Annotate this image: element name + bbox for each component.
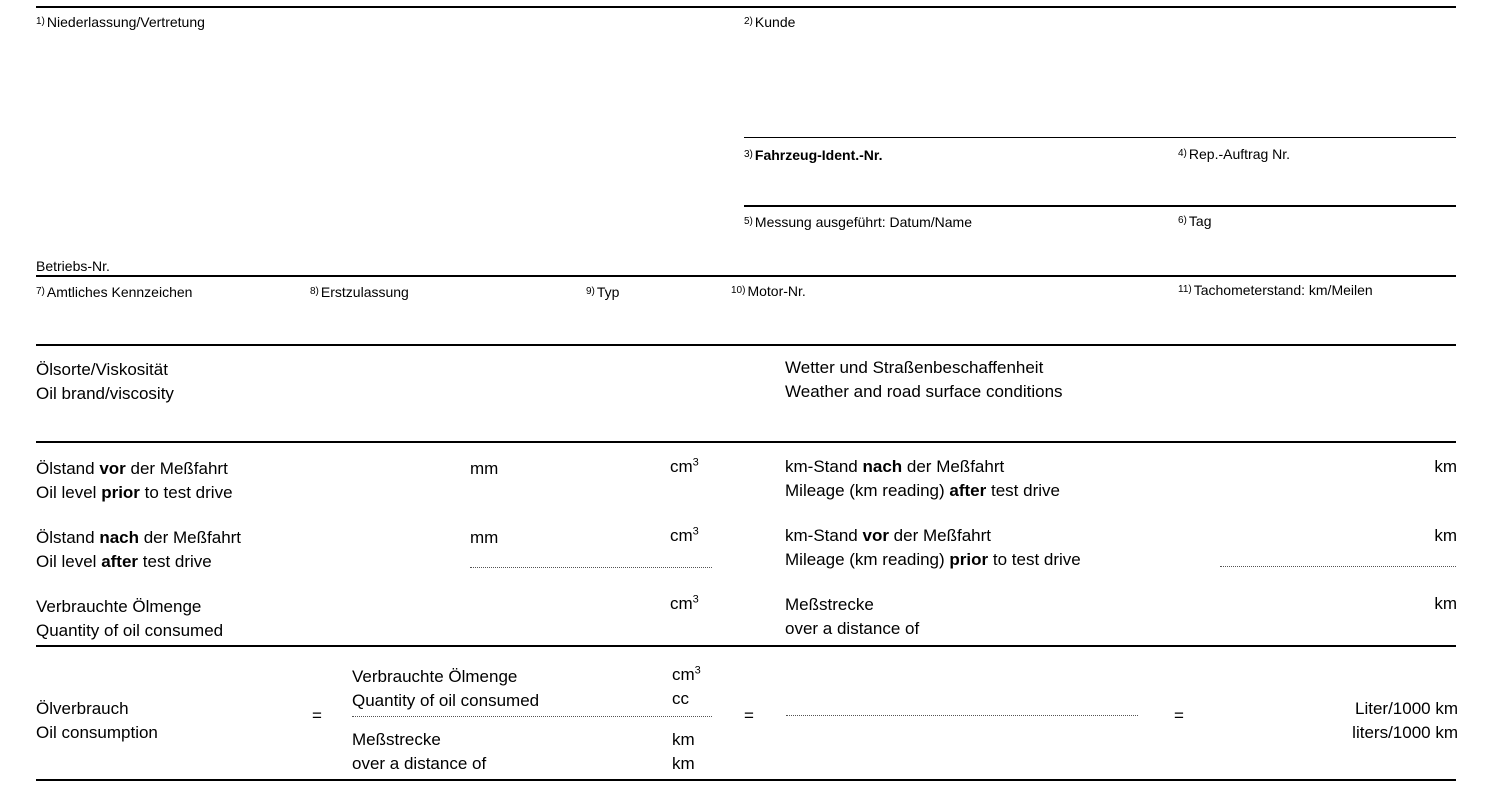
kunde-label: Kunde (754, 14, 796, 30)
niederlassung-field[interactable] (36, 14, 205, 30)
oil-consumption-label: Ölverbrauch Oil consumption (36, 699, 158, 742)
wetter-de: Wetter und Straßenbeschaffenheit (785, 358, 1044, 377)
km-unit: km (1434, 594, 1457, 613)
typ-field[interactable] (586, 284, 619, 300)
tacho-field[interactable] (1178, 282, 1373, 298)
rule (36, 645, 1456, 647)
distance-label: Meßstrecke over a distance of (785, 595, 920, 638)
equals-sign: = (744, 706, 754, 725)
motor-field[interactable] (731, 283, 806, 299)
messung-field[interactable] (744, 214, 972, 230)
rule (744, 205, 1456, 207)
tacho-label: Tachometerstand: km/Meilen (1193, 282, 1373, 298)
dotted-line (1220, 566, 1456, 567)
km-unit: km (1434, 457, 1457, 476)
rule (36, 344, 1456, 346)
cm3-unit: $cm^3$ (670, 525, 699, 545)
betriebs-nr-label: Betriebs-Nr. (36, 258, 110, 274)
oelsorte-field[interactable] (36, 358, 174, 406)
top-rule (36, 6, 1456, 8)
erstzulassung-label: Erstzulassung (320, 284, 409, 300)
motor-label: Motor-Nr. (747, 283, 806, 299)
denominator-units: km km (672, 730, 695, 773)
kennzeichen-label: Amtliches Kennzeichen (46, 284, 193, 300)
fahrzeug-label: Fahrzeug-Ident.-Nr. (754, 147, 883, 163)
rule (36, 441, 1456, 443)
denominator-label: Meßstrecke over a distance of (352, 730, 487, 773)
rule (744, 137, 1456, 138)
oil-level-before-label: Ölstand vor der Meßfahrt Oil level prior to test drive (36, 459, 233, 502)
field-number: 9) (586, 286, 595, 297)
field-number: 1) (36, 16, 45, 27)
oil-level-after-label: Ölstand nach der Meßfahrt Oil level after test drive (36, 528, 242, 571)
dotted-line (470, 567, 712, 568)
mm-unit: mm (470, 459, 499, 478)
mm-unit: mm (470, 528, 499, 547)
tag-label: Tag (1188, 213, 1212, 229)
oelsorte-de: Ölsorte/Viskosität (36, 360, 168, 379)
niederlassung-label: Niederlassung/Vertretung (46, 14, 205, 30)
kunde-field[interactable] (744, 14, 795, 30)
erstzulassung-field[interactable] (310, 284, 409, 300)
fraction-line (352, 716, 712, 717)
equals-sign: = (1174, 706, 1184, 725)
numerator-label: Verbrauchte Ölmenge Quantity of oil consumed (352, 667, 540, 710)
km-unit: km (1434, 526, 1457, 545)
field-number: 6) (1178, 215, 1187, 226)
bottom-rule (36, 779, 1456, 781)
field-number: 7) (36, 286, 45, 297)
cm3-unit: $cm^3$ (670, 593, 699, 613)
field-number: 11) (1178, 284, 1192, 295)
rep-auftrag-label: Rep.-Auftrag Nr. (1188, 146, 1291, 162)
oelsorte-en: Oil brand/viscosity (36, 384, 174, 403)
field-number: 5) (744, 216, 753, 227)
result-entry-line[interactable] (786, 715, 1138, 716)
typ-label: Typ (596, 284, 620, 300)
messung-label: Messung ausgeführt: Datum/Name (754, 214, 973, 230)
field-number: 10) (731, 285, 746, 296)
field-number: 4) (1178, 148, 1187, 159)
field-number: 2) (744, 16, 753, 27)
field-number: 3) (744, 149, 753, 160)
result-unit-label: Liter/1000 km liters/1000 km (1352, 699, 1458, 742)
wetter-field[interactable] (785, 356, 1063, 404)
equals-sign: = (312, 706, 322, 725)
oil-consumed-label: Verbrauchte Ölmenge Quantity of oil consumed (36, 597, 224, 640)
kennzeichen-field[interactable] (36, 284, 192, 300)
wetter-en: Weather and road surface conditions (785, 382, 1063, 401)
km-before-label: km-Stand vor der Meßfahrt Mileage (km reading) prior to test drive (785, 526, 1081, 569)
rule (36, 275, 1456, 277)
rep-auftrag-field[interactable] (1178, 146, 1290, 162)
fahrzeug-field[interactable] (744, 147, 882, 163)
numerator-units: $cm^3$ cc (672, 664, 701, 708)
km-after-label: km-Stand nach der Meßfahrt Mileage (km reading) after test drive (785, 457, 1060, 500)
field-number: 8) (310, 286, 319, 297)
cm3-unit: $cm^3$ (670, 456, 699, 476)
tag-field[interactable] (1178, 213, 1211, 229)
